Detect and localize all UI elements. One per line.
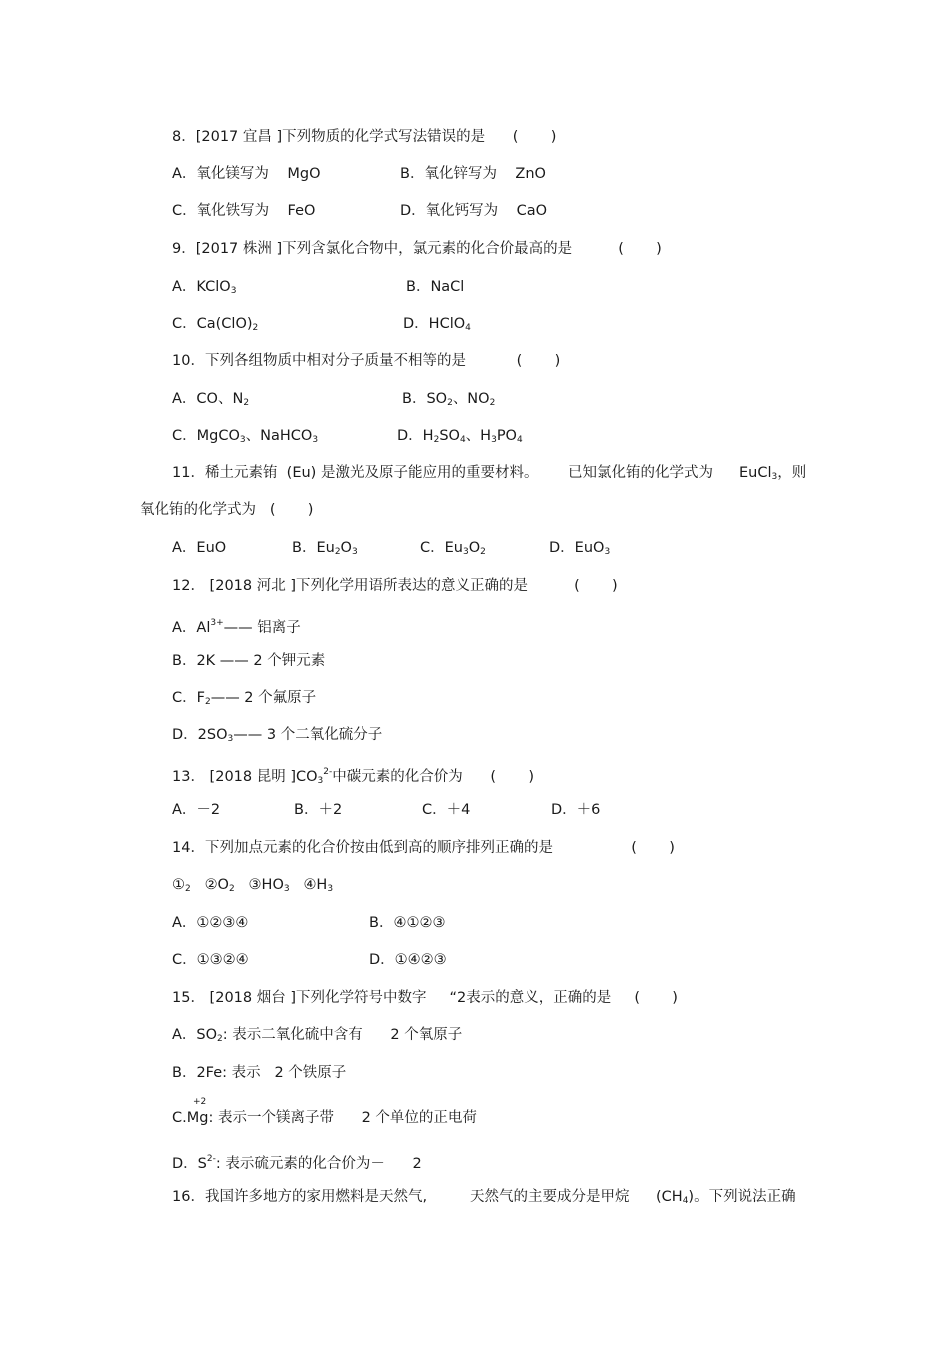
q13-option-a: A．－2 xyxy=(172,802,221,818)
q8-option-a: A．氧化镁写为 MgO xyxy=(172,166,321,182)
q8-option-b: B．氧化锌写为 ZnO xyxy=(400,166,546,182)
q15-option-b: B．2Fe: 表示 2 个铁原子 xyxy=(172,1065,347,1081)
q11-option-b: B．$Eu_2O_3$ xyxy=(292,540,358,557)
q12-option-a: A．$Al^{3+}——$ 铝离子 xyxy=(172,618,301,636)
q12-stem: 12． [2018 河北 ]下列化学用语所表达的意义正确的是 ( ) xyxy=(172,578,618,594)
q12-option-b: B．2K —— 2 个钾元素 xyxy=(172,653,326,669)
q12-option-c: C．$F_2——$ 2 个氟原子 xyxy=(172,690,317,707)
q8-stem: 8．[2017 宜昌 ]下列物质的化学式写法错误的是 ( ) xyxy=(172,129,557,145)
q15-option-a: A．$SO_2$: 表示二氧化硫中含有 2 个氧原子 xyxy=(172,1027,463,1044)
q11-option-a: A．EuO xyxy=(172,540,227,556)
q14-option-c: C．①③②④ xyxy=(172,952,249,968)
q9-option-d: D．HClO$_4$ xyxy=(403,316,471,333)
q13-stem: 13． [2018 昆明 ]$CO_3^{2-}$中碳元素的化合价为 ( ) xyxy=(172,767,534,786)
q13-option-d: D．＋6 xyxy=(551,802,601,818)
q9-option-c: C．$Ca(ClO)_2$ xyxy=(172,316,259,333)
q11-option-c: C．$Eu_3O_2$ xyxy=(420,540,486,557)
q16-stem-part1: 16．我国许多地方的家用燃料是天然气, xyxy=(172,1189,428,1205)
q11-stem-part1: 11．稀土元素铕 (Eu) 是激光及原子能应用的重要材料。 xyxy=(172,465,539,481)
q10-option-c: C．MgCO$_3$、NaHCO$_3$ xyxy=(172,428,319,445)
q10-stem: 10．下列各组物质中相对分子质量不相等的是 ( ) xyxy=(172,353,561,369)
q15-option-c: C.Mg: 表示一个镁离子带 2 个单位的正电荷 xyxy=(172,1110,477,1126)
q9-option-a: A．KClO$_3$ xyxy=(172,279,237,296)
q9-stem: 9．[2017 株洲 ]下列含氯化合物中，氯元素的化合价最高的是 ( ) xyxy=(172,241,662,257)
q14-option-b: B．④①②③ xyxy=(369,915,446,931)
q8-option-d: D．氧化钙写为 CaO xyxy=(400,203,548,219)
q11-stem-part2: 已知氯化铕的化学式为 xyxy=(568,465,713,481)
q10-option-a: A．CO、$N_2$ xyxy=(172,391,250,408)
q14-option-a: A．①②③④ xyxy=(172,915,249,931)
q13-option-c: C．＋4 xyxy=(422,802,471,818)
q8-option-c: C．氧化铁写为 FeO xyxy=(172,203,316,219)
q13-option-b: B．＋2 xyxy=(294,802,343,818)
q14-option-d: D．①④②③ xyxy=(369,952,447,968)
q12-option-d: D．$2SO_3——$ 3 个二氧化硫分子 xyxy=(172,727,383,744)
q9-option-b: B．NaCl xyxy=(406,279,465,295)
q10-option-d: D．$H_2SO_4$、$H_3PO_4$ xyxy=(397,428,523,445)
q10-option-b: B．$SO_2$、$NO_2$ xyxy=(402,391,496,408)
q11-option-d: D．EuO$_3$ xyxy=(549,540,611,557)
q14-items: $①_2$ $②O_2$ $③HO_3$ $④H_3$ xyxy=(172,877,334,894)
q11-stem-line2: 氧化铕的化学式为 ( ) xyxy=(140,502,314,518)
q15-stem: 15． [2018 烟台 ]下列化学符号中数字 “2表示的意义，正确的是 ( ) xyxy=(172,990,678,1006)
q11-stem-part3: EuCl$_3$，则 xyxy=(739,465,807,482)
q16-stem-part3: $(CH_4)$。下列说法正确 xyxy=(656,1189,796,1206)
q14-stem: 14．下列加点元素的化合价按由低到高的顺序排列正确的是 ( ) xyxy=(172,840,675,856)
q16-stem-part2: 天然气的主要成分是甲烷 xyxy=(470,1189,630,1205)
q15-option-d: D．$S^{2-}$: 表示硫元素的化合价为－ 2 xyxy=(172,1154,422,1172)
q15-option-c-charge: +2 xyxy=(193,1097,207,1107)
